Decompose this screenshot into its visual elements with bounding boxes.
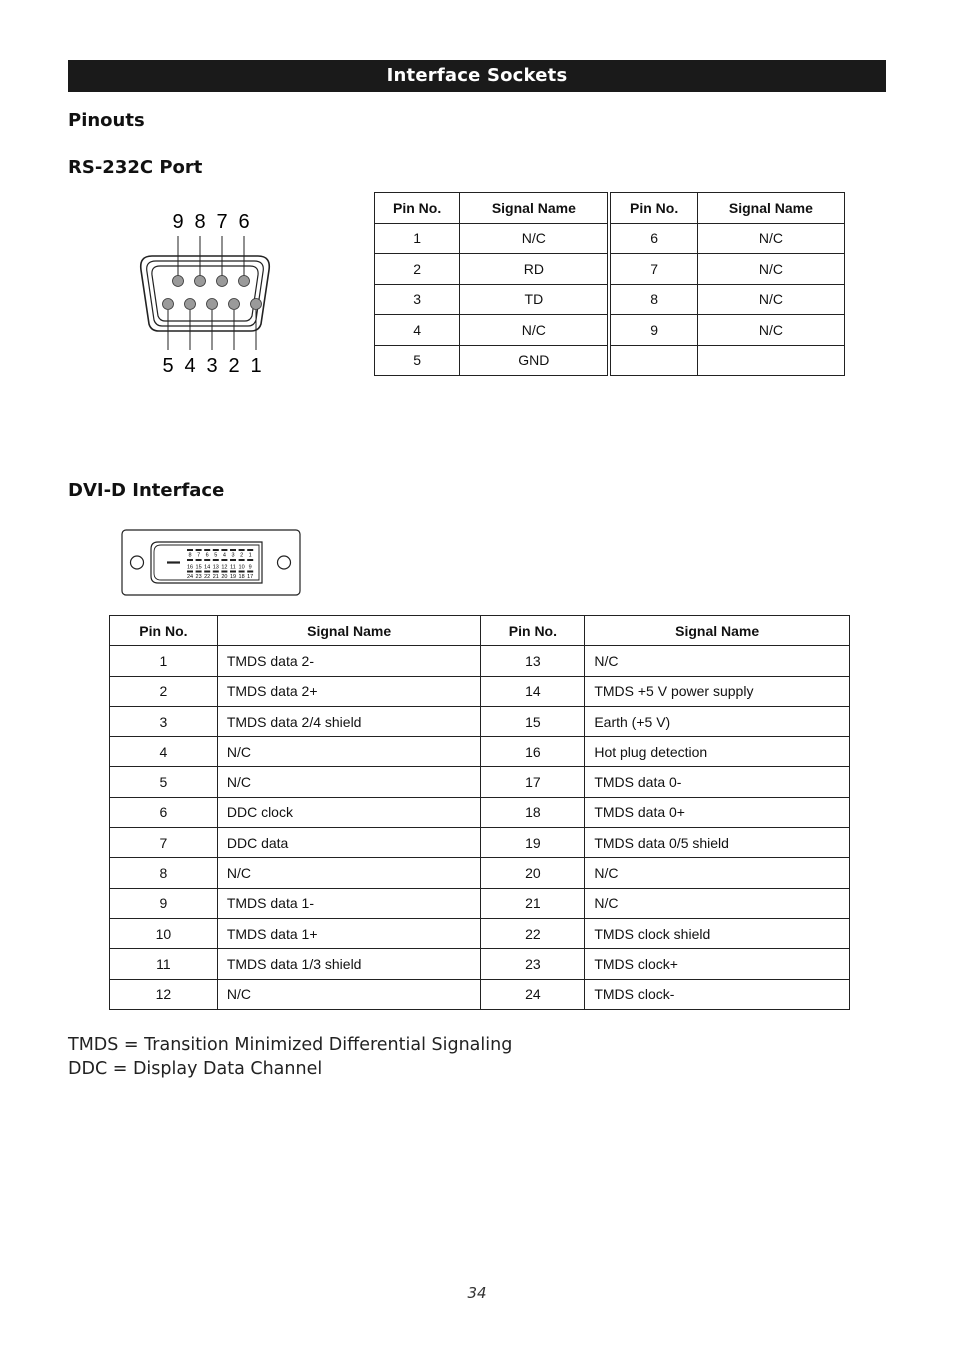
signal-name-cell: N/C [585,858,850,888]
dvi-connector-diagram [120,528,304,600]
dvi-pin-contact [221,559,227,561]
signal-name-cell: N/C [217,767,481,797]
signal-name-cell: N/C [217,979,481,1009]
note-ddc: DDC = Display Data Channel [68,1059,323,1079]
dvi-pin-contact [247,571,253,573]
pin-label: 1 [250,355,262,377]
rs232-title: RS-232C Port [68,157,203,178]
table-row [110,797,850,827]
table-row [110,706,850,736]
note-tmds: TMDS = Transition Minimized Differential Signaling [68,1035,513,1055]
dvi-pin-contact [230,559,236,561]
dvi-pin-label: 2 [240,552,244,559]
pin-dot [239,276,250,287]
dvi-pin-contact [196,571,202,573]
signal-name-cell: N/C [460,315,610,346]
pin-label: 8 [194,211,206,233]
signal-name-cell: TMDS +5 V power supply [585,676,850,706]
dvi-pin-contact [239,559,245,561]
column-header: Signal Name [217,616,481,646]
pin-number-cell: 5 [110,767,218,797]
dvi-pin-label: 19 [229,574,237,580]
pin-label: 2 [228,355,240,377]
pin-number-cell: 18 [481,797,585,827]
dvi-pin-contact [204,559,210,561]
pin-label: 5 [162,355,174,377]
dvi-pin-label: 13 [212,564,219,571]
pin-label: 6 [238,211,250,233]
column-header: Signal Name [697,193,844,224]
pin-number-cell: 8 [110,858,218,888]
dvi-pin-label: 11 [230,564,236,571]
signal-name-cell: N/C [585,646,850,676]
pin-number-cell [609,345,697,376]
signal-name-cell: TMDS data 1/3 shield [217,949,481,979]
pin-number-cell: 7 [110,828,218,858]
dvi-pin-contact [204,549,210,551]
dvi-pin-contact [213,571,219,573]
dvi-pin-label: 20 [221,574,228,580]
signal-name-cell: TMDS data 0- [585,767,850,797]
pin-number-cell: 16 [481,737,585,767]
dvi-pin-label: 14 [204,564,211,571]
signal-name-cell: TMDS clock shield [585,918,850,948]
dvi-pin-contact [187,549,193,551]
pin-number-cell: 7 [609,254,697,285]
pin-number-cell: 15 [481,706,585,736]
column-header: Pin No. [110,616,218,646]
table-row [375,315,845,346]
column-header: Signal Name [585,616,850,646]
table-row [110,828,850,858]
dvi-pin-contact [196,559,202,561]
pin-number-cell: 21 [481,888,585,918]
pin-label: 4 [184,355,196,377]
signal-name-cell: TMDS data 2- [217,646,481,676]
signal-name-cell: TMDS data 0+ [585,797,850,827]
pin-number-cell: 5 [375,345,460,376]
pin-dot [217,276,228,287]
table-row [110,918,850,948]
section-title: Pinouts [68,110,145,131]
pin-number-cell: 24 [481,979,585,1009]
pin-dot [185,299,196,310]
signal-name-cell: N/C [585,888,850,918]
dvi-pin-label: 15 [195,564,202,571]
dvi-pin-label: 18 [238,574,245,580]
column-header: Pin No. [481,616,585,646]
signal-name-cell: TD [460,284,610,315]
dvi-pin-label: 10 [238,564,245,571]
pin-label: 9 [172,211,184,233]
signal-name-cell: N/C [697,254,844,285]
dvi-pin-contact [196,549,202,551]
dvi-pin-label: 16 [186,564,194,571]
column-header: Pin No. [609,193,697,224]
pin-number-cell: 17 [481,767,585,797]
pin-number-cell: 8 [609,284,697,315]
signal-name-cell: TMDS clock+ [585,949,850,979]
table-row [110,737,850,767]
signal-name-cell: GND [460,345,610,376]
pin-number-cell: 20 [481,858,585,888]
table-row [110,646,850,676]
dvi-pin-label: 21 [212,574,219,580]
page-banner: Interface Sockets [68,60,886,92]
signal-name-cell: DDC data [217,828,481,858]
signal-name-cell: DDC clock [217,797,481,827]
dvi-pin-contact [247,549,253,551]
pin-label: 7 [216,211,228,233]
dvi-pin-label: 1 [248,552,252,559]
pin-number-cell: 1 [110,646,218,676]
dvi-pin-contact [230,549,236,551]
signal-name-cell: TMDS data 1+ [217,918,481,948]
pin-number-cell: 19 [481,828,585,858]
pin-number-cell: 13 [481,646,585,676]
signal-name-cell: N/C [697,284,844,315]
column-header: Pin No. [375,193,460,224]
pin-dot [207,299,218,310]
table-header-row [375,193,845,224]
table-row [110,767,850,797]
table-row [110,858,850,888]
table-row [110,888,850,918]
pin-dot [173,276,184,287]
dvi-pin-label: 22 [204,574,211,580]
signal-name-cell: TMDS data 2+ [217,676,481,706]
dvi-pin-label: 8 [188,552,192,559]
pin-number-cell: 3 [110,706,218,736]
dvi-pinout-table [109,615,850,1010]
pin-number-cell: 22 [481,918,585,948]
pin-number-cell: 23 [481,949,585,979]
pin-number-cell: 2 [110,676,218,706]
dvi-title: DVI-D Interface [68,480,225,501]
dvi-pin-label: 12 [221,564,228,571]
abbreviation-notes [68,1033,512,1081]
column-header: Signal Name [460,193,610,224]
pin-dot [195,276,206,287]
pin-label: 3 [206,355,218,377]
signal-name-cell: N/C [697,315,844,346]
pin-number-cell: 11 [110,949,218,979]
signal-name-cell: TMDS data 1- [217,888,481,918]
dvi-pin-contact [221,549,227,551]
signal-name-cell: Hot plug detection [585,737,850,767]
pin-dot [163,299,174,310]
signal-name-cell: N/C [217,737,481,767]
pin-number-cell: 9 [110,888,218,918]
pin-dot [229,299,240,310]
dvi-pin-contact [239,549,245,551]
signal-name-cell: N/C [460,223,610,254]
dvi-pin-contact [204,571,210,573]
rs232-connector-diagram [130,200,300,385]
signal-name-cell: TMDS data 0/5 shield [585,828,850,858]
dvi-pin-label: 3 [231,552,235,559]
table-row [375,254,845,285]
dvi-pin-contact [187,559,193,561]
dvi-pin-label: 5 [214,552,218,559]
dvi-pin-label: 4 [222,552,226,559]
table-row [110,676,850,706]
dvi-pin-label: 17 [247,574,254,580]
pin-number-cell: 12 [110,979,218,1009]
dvi-pin-contact [187,571,193,573]
dvi-pin-label: 6 [205,552,209,559]
page-number: 34 [467,1284,487,1302]
table-row [375,284,845,315]
signal-name-cell: TMDS data 2/4 shield [217,706,481,736]
signal-name-cell: RD [460,254,610,285]
signal-name-cell: N/C [217,858,481,888]
dvi-pin-label: 9 [248,564,252,571]
table-row [110,949,850,979]
dvi-pin-contact [213,549,219,551]
dvi-pin-label: 23 [195,574,202,580]
dvi-pin-label: 24 [186,574,194,580]
pin-number-cell: 4 [110,737,218,767]
pin-number-cell: 2 [375,254,460,285]
pin-number-cell: 14 [481,676,585,706]
pin-number-cell: 4 [375,315,460,346]
dvi-pin-contact [213,559,219,561]
dvi-pin-label: 7 [197,552,201,559]
signal-name-cell: Earth (+5 V) [585,706,850,736]
dvi-pin-contact [239,571,245,573]
dvi-pin-contact [247,559,253,561]
pin-number-cell: 1 [375,223,460,254]
signal-name-cell: N/C [697,223,844,254]
pin-dot [251,299,262,310]
table-row [375,223,845,254]
pin-number-cell: 10 [110,918,218,948]
pin-number-cell: 6 [609,223,697,254]
table-row [375,345,845,376]
dvi-pin-contact [221,571,227,573]
table-header-row [110,616,850,646]
pin-number-cell: 6 [110,797,218,827]
signal-name-cell [697,345,844,376]
pin-number-cell: 9 [609,315,697,346]
signal-name-cell: TMDS clock- [585,979,850,1009]
pin-number-cell: 3 [375,284,460,315]
dvi-pin-contact [230,571,236,573]
rs232-pinout-table [374,192,845,376]
table-row [110,979,850,1009]
